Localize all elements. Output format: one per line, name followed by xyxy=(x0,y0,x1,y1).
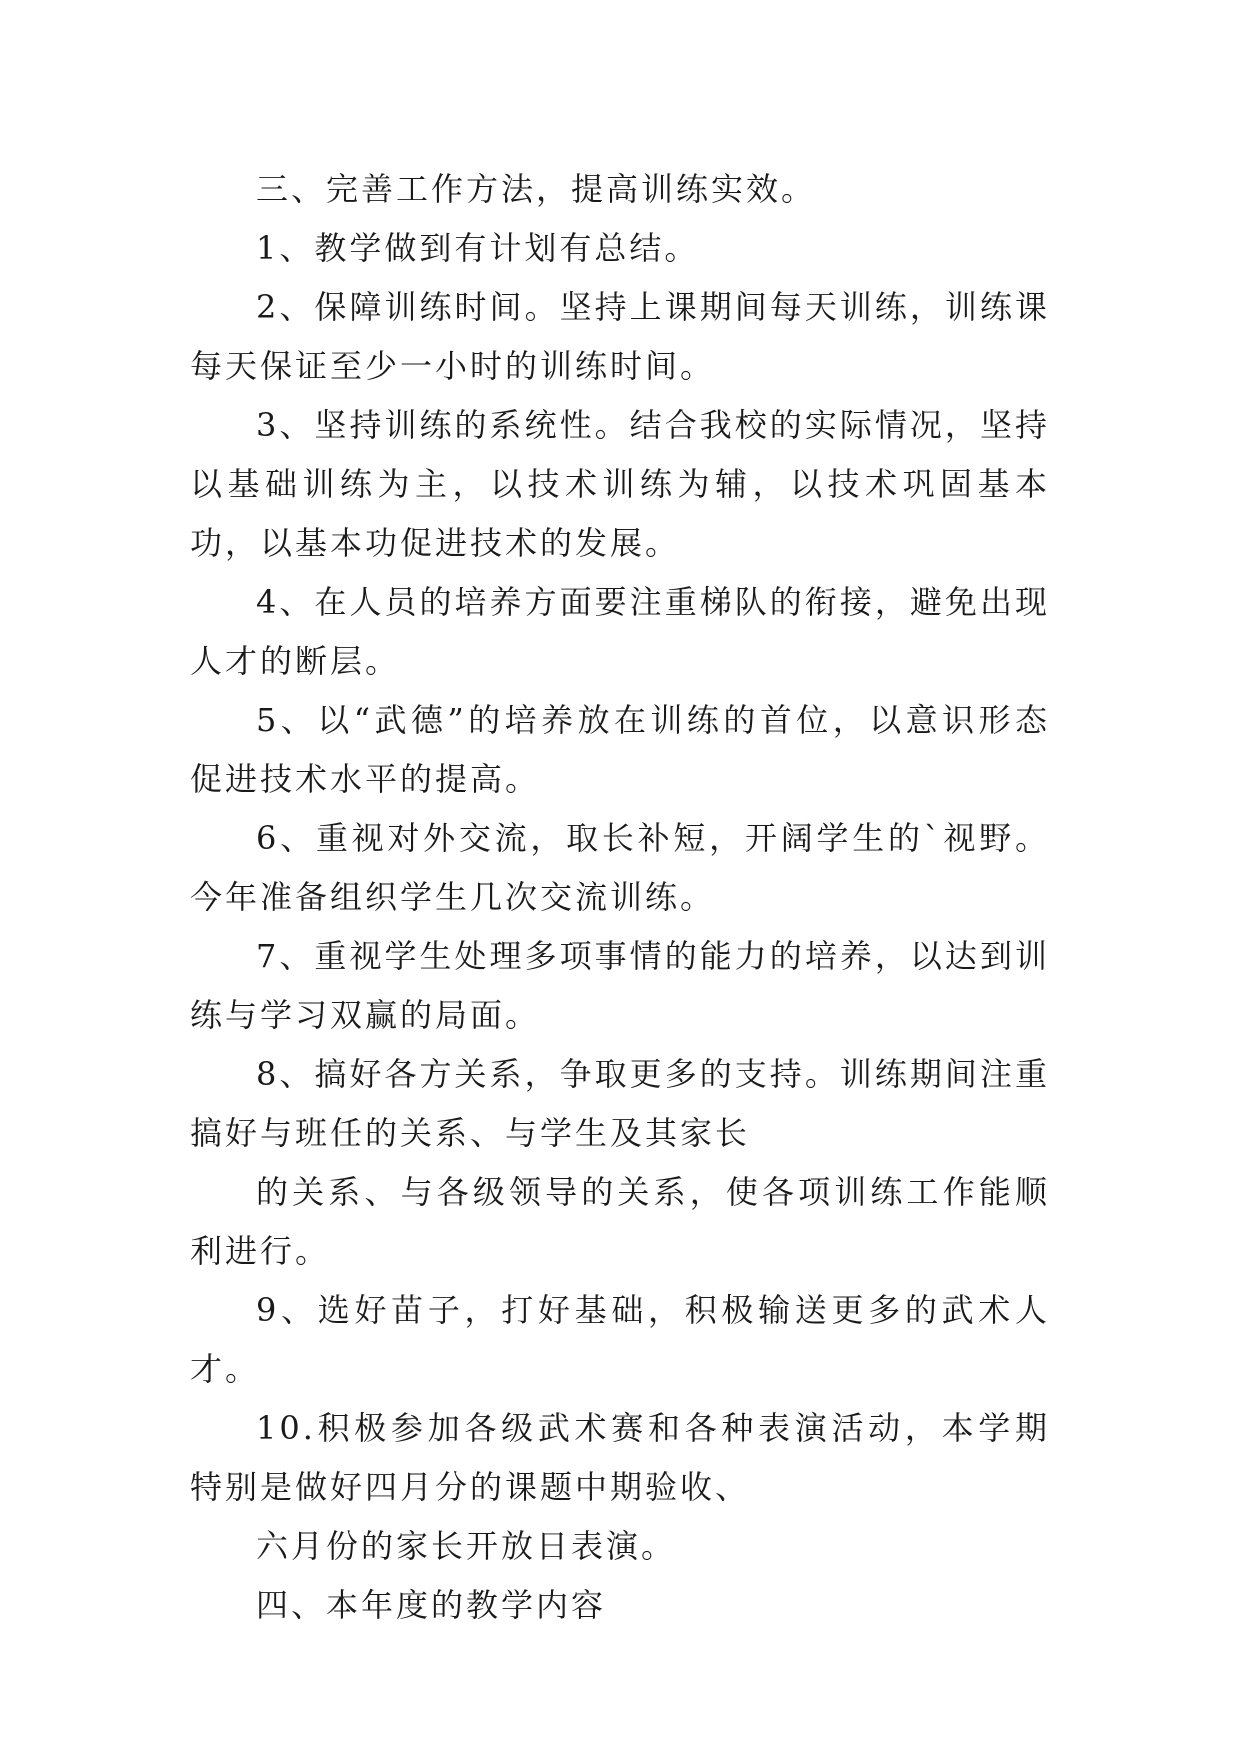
list-item-10-continued: 六月份的家长开放日表演。 xyxy=(256,1527,677,1565)
list-item-10: 10.积极参加各级武术赛和各种表演活动，本学期特别是做好四月分的课题中期验收、 xyxy=(190,1409,1050,1506)
document-body xyxy=(190,160,1050,1635)
list-item-6: 6、重视对外交流，取长补短，开阔学生的`视野。今年准备组织学生几次交流训练。 xyxy=(190,819,1050,916)
section-heading-4: 四、本年度的教学内容 xyxy=(256,1586,607,1624)
list-item-1: 1、教学做到有计划有总结。 xyxy=(256,229,700,267)
section-heading-3: 三、完善工作方法，提高训练实效。 xyxy=(256,170,817,208)
list-item-9: 9、选好苗子，打好基础，积极输送更多的武术人才。 xyxy=(190,1291,1050,1388)
list-item-7: 7、重视学生处理多项事情的能力的培养，以达到训练与学习双赢的局面。 xyxy=(190,937,1050,1034)
list-item-8-continued: 的关系、与各级领导的关系，使各项训练工作能顺利进行。 xyxy=(190,1173,1050,1270)
list-item-5: 5、以“武德”的培养放在训练的首位，以意识形态促进技术水平的提高。 xyxy=(190,701,1050,798)
list-item-2: 2、保障训练时间。坚持上课期间每天训练，训练课每天保证至少一小时的训练时间。 xyxy=(190,288,1050,385)
list-item-4: 4、在人员的培养方面要注重梯队的衔接，避免出现人才的断层。 xyxy=(190,583,1050,680)
list-item-8: 8、搞好各方关系，争取更多的支持。训练期间注重搞好与班任的关系、与学生及其家长 xyxy=(190,1055,1050,1152)
list-item-3: 3、坚持训练的系统性。结合我校的实际情况，坚持以基础训练为主，以技术训练为辅，以技术巩固基本功，以基本功促进技术的发展。 xyxy=(190,406,1050,562)
